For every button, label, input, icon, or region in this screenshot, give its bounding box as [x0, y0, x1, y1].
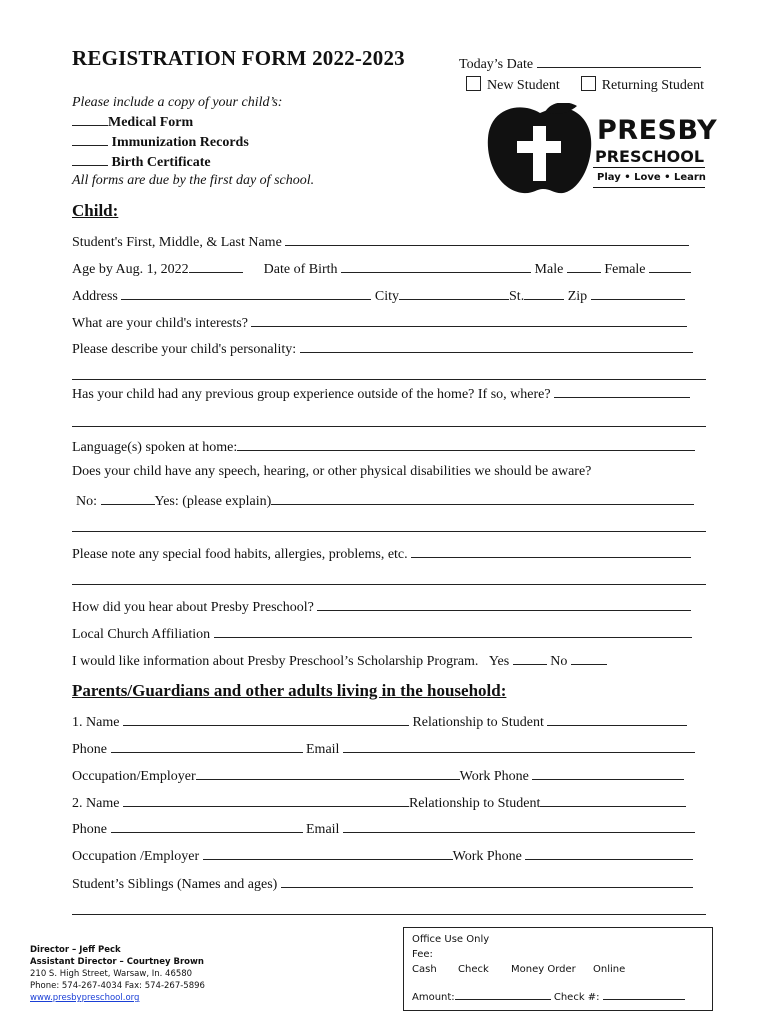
director-name: Director – Jeff Peck	[30, 945, 121, 955]
church-label: Local Church Affiliation	[72, 627, 211, 642]
disabilities-answer-row	[76, 491, 694, 510]
logo-divider-bottom	[593, 187, 705, 188]
food-line2[interactable]	[72, 571, 706, 585]
group-experience-line2[interactable]	[72, 413, 706, 427]
medical-form-check[interactable]	[72, 112, 108, 126]
check-option: Check	[458, 964, 489, 975]
parent2-email-field[interactable]	[343, 819, 695, 833]
requirements-block	[72, 94, 314, 190]
group-experience-label: Has your child had any previous group experience outside of the home? If so, where?	[72, 387, 551, 402]
personality-row	[72, 339, 693, 358]
parent2-work-phone-field[interactable]	[525, 846, 693, 860]
parent2-name-label: 2. Name	[72, 796, 120, 811]
interests-row	[72, 313, 687, 332]
disabilities-no-field[interactable]	[101, 491, 155, 505]
hear-about-field[interactable]	[317, 597, 691, 611]
logo-line2: PRESCHOOL	[595, 147, 705, 166]
parent1-name-label: 1. Name	[72, 715, 120, 730]
parent2-work-phone-label: Work Phone	[452, 849, 522, 864]
personality-field[interactable]	[300, 339, 693, 353]
dob-field[interactable]	[341, 259, 531, 273]
scholarship-no-label: No	[550, 654, 568, 669]
address-field[interactable]	[121, 286, 371, 300]
parent1-email-field[interactable]	[343, 739, 695, 753]
parent2-relationship-field[interactable]	[540, 793, 686, 807]
birth-certificate-check[interactable]	[72, 152, 108, 166]
amount-field[interactable]	[455, 989, 551, 1000]
online-option: Online	[593, 964, 626, 975]
parent2-phone-field[interactable]	[111, 819, 303, 833]
parent2-name-field[interactable]	[123, 793, 409, 807]
cash-option: Cash	[412, 964, 437, 975]
student-type-row	[466, 76, 704, 94]
languages-row	[72, 437, 695, 456]
parent1-occupation-field[interactable]	[196, 766, 460, 780]
requirement-birth-certificate: Birth Certificate	[111, 155, 211, 170]
amount-label: Amount:	[412, 992, 455, 1003]
student-name-label: Student's First, Middle, & Last Name	[72, 235, 282, 250]
personality-field-line2[interactable]	[72, 366, 706, 380]
returning-student-checkbox[interactable]	[581, 76, 596, 91]
todays-date-label: Today’s Date	[459, 57, 534, 72]
parent2-occupation-field[interactable]	[203, 846, 453, 860]
disabilities-explain-field[interactable]	[271, 491, 694, 505]
office-use-box	[403, 927, 713, 1011]
parent1-occupation-label: Occupation/Employer	[72, 769, 196, 784]
parent1-phone-field[interactable]	[111, 739, 303, 753]
parent1-name-row	[72, 712, 687, 731]
parent2-name-row	[72, 793, 686, 812]
parent2-relationship-label: Relationship to Student	[408, 796, 541, 811]
age-dob-row	[72, 259, 691, 278]
parent1-work-phone-label: Work Phone	[459, 769, 529, 784]
form-title: REGISTRATION FORM 2022-2023	[72, 46, 405, 70]
male-label: Male	[534, 262, 564, 277]
school-contact-info	[30, 944, 205, 1004]
parents-heading: Parents/Guardians and other adults living in the household:	[72, 681, 507, 700]
logo-divider	[593, 167, 705, 168]
church-field[interactable]	[214, 624, 692, 638]
food-label: Please note any special food habits, allergies, problems, etc.	[72, 547, 408, 562]
parent1-contact-row	[72, 739, 695, 758]
group-experience-row	[72, 384, 690, 403]
parent2-occupation-label: Occupation /Employer	[72, 849, 200, 864]
parent1-occupation-row	[72, 766, 684, 785]
siblings-row	[72, 874, 693, 893]
parent2-contact-row	[72, 819, 695, 838]
siblings-line2[interactable]	[72, 901, 706, 915]
food-field[interactable]	[411, 544, 691, 558]
school-address: 210 S. High Street, Warsaw, In. 46580	[30, 969, 193, 979]
school-website-link[interactable]: www.presbypreschool.org	[30, 993, 140, 1003]
zip-label: Zip	[567, 289, 588, 304]
school-phone: Phone: 574-267-4034 Fax: 574-267-5896	[30, 981, 205, 991]
office-use-title: Office Use Only	[412, 934, 490, 945]
scholarship-yes-label: Yes	[488, 654, 510, 669]
check-number-label: Check #:	[553, 992, 600, 1003]
check-number-field[interactable]	[603, 989, 685, 1000]
hear-about-row	[72, 597, 691, 616]
scholarship-row	[72, 651, 607, 670]
female-label: Female	[604, 262, 646, 277]
parent1-email-label: Email	[306, 742, 340, 757]
state-label: St.	[509, 289, 525, 304]
scholarship-label: I would like information about Presby Preschool’s Scholarship Program.	[72, 654, 479, 669]
requirement-immunization: Immunization Records	[111, 135, 249, 150]
zip-field[interactable]	[591, 286, 685, 300]
group-experience-field[interactable]	[554, 384, 690, 398]
disabilities-line2[interactable]	[72, 518, 706, 532]
disabilities-yes-label: Yes: (please explain)	[154, 494, 272, 509]
state-field[interactable]	[524, 286, 564, 300]
interests-label: What are your child's interests?	[72, 316, 248, 331]
disabilities-no-label: No:	[76, 494, 97, 509]
parent1-relationship-field[interactable]	[547, 712, 687, 726]
food-row	[72, 544, 691, 563]
child-heading: Child:	[72, 201, 119, 220]
immunization-check[interactable]	[72, 132, 108, 146]
address-row	[72, 286, 685, 305]
languages-label: Language(s) spoken at home:	[72, 440, 238, 455]
city-label: City	[374, 289, 400, 304]
requirements-note: All forms are due by the first day of school.	[72, 173, 315, 188]
logo-tagline: Play • Love • Learn	[597, 172, 706, 183]
parent1-phone-label: Phone	[72, 742, 107, 757]
parent2-occupation-row	[72, 846, 693, 865]
assistant-director-name: Assistant Director – Courtney Brown	[30, 957, 204, 967]
todays-date-row	[459, 54, 701, 73]
age-field[interactable]	[189, 259, 243, 273]
money-order-option: Money Order	[511, 964, 576, 975]
parent1-work-phone-field[interactable]	[532, 766, 684, 780]
parent1-relationship-label: Relationship to Student	[412, 715, 544, 730]
presby-logo	[485, 103, 718, 195]
returning-student-label: Returning Student	[601, 78, 704, 93]
new-student-label: New Student	[487, 78, 560, 93]
todays-date-field[interactable]	[537, 54, 701, 68]
siblings-field[interactable]	[281, 874, 693, 888]
scholarship-yes-field[interactable]	[513, 651, 547, 665]
female-field[interactable]	[649, 259, 691, 273]
parent2-phone-label: Phone	[72, 822, 107, 837]
amount-row	[412, 989, 685, 1003]
requirement-medical-form: Medical Form	[108, 115, 194, 130]
scholarship-no-field[interactable]	[571, 651, 607, 665]
male-field[interactable]	[567, 259, 601, 273]
hear-about-label: How did you hear about Presby Preschool?	[72, 600, 314, 615]
fee-label: Fee:	[412, 949, 433, 960]
interests-field[interactable]	[251, 313, 687, 327]
languages-field[interactable]	[237, 437, 695, 451]
siblings-label: Student’s Siblings (Names and ages)	[72, 877, 278, 892]
church-row	[72, 624, 692, 643]
new-student-checkbox[interactable]	[466, 76, 481, 91]
disabilities-question: Does your child have any speech, hearing, or other physical disabilities we should be aware?	[72, 464, 592, 479]
city-field[interactable]	[399, 286, 509, 300]
student-name-row	[72, 232, 689, 251]
dob-label: Date of Birth	[263, 262, 338, 277]
logo-line1: PRESBY	[597, 115, 718, 146]
personality-label: Please describe your child's personality:	[72, 342, 297, 357]
student-name-field[interactable]	[285, 232, 689, 246]
address-label: Address	[72, 289, 118, 304]
requirements-intro: Please include a copy of your child’s:	[72, 95, 283, 110]
parent2-email-label: Email	[306, 822, 340, 837]
age-label: Age by Aug. 1, 2022	[72, 262, 189, 277]
parent1-name-field[interactable]	[123, 712, 409, 726]
